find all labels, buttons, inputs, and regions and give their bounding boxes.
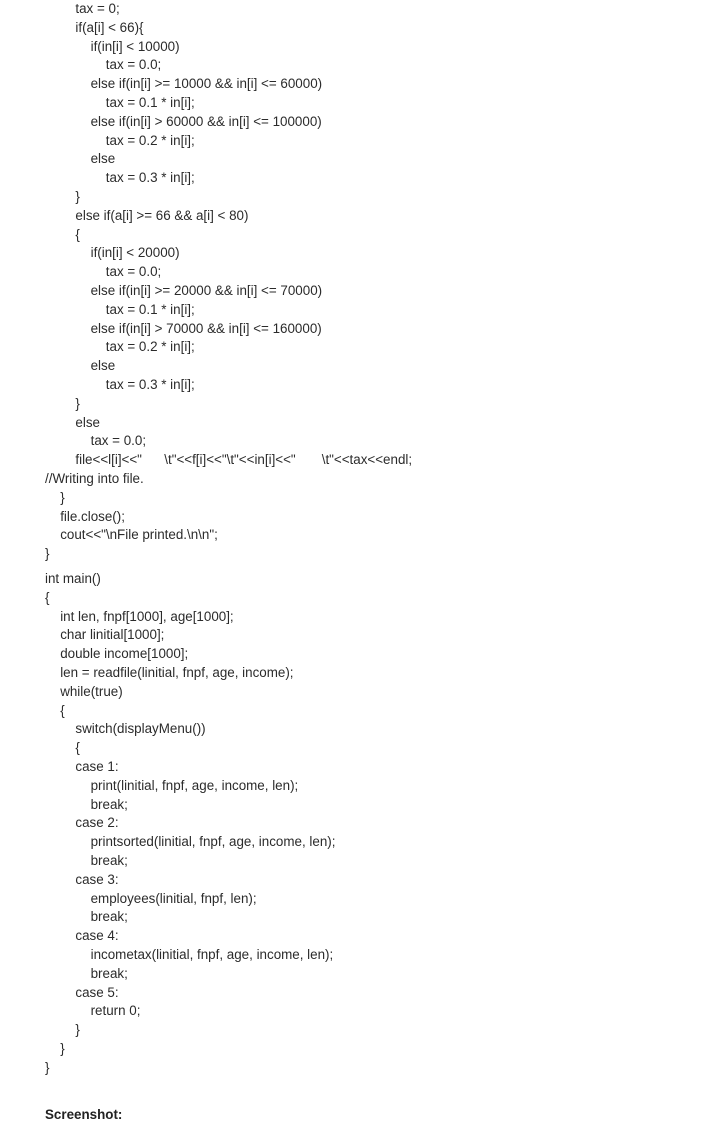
code-line: case 5: [75,984,119,1000]
code-line: { [75,226,80,242]
code-line: if(a[i] < 66){ [75,19,144,35]
code-line: tax = 0.3 * in[i]; [105,170,195,186]
code-line: } [60,489,65,505]
code-line: tax = 0; [75,1,120,16]
code-line: case 2: [75,815,119,831]
code-line: case 3: [75,871,119,887]
code-line: } [45,1059,50,1075]
code-line: { [75,740,80,756]
code-line: int main() [45,571,101,586]
code-line: file.close(); [60,508,125,524]
code-line: } [75,189,80,204]
code-line: if(in[i] < 20000) [90,245,180,261]
code-line: print(linitial, fnpf, age, income, len); [90,777,299,793]
code-line: len = readfile(linitial, fnpf, age, income); [60,665,294,680]
code-line: //Writing into file. [45,471,144,486]
code-line: else if(in[i] > 60000 && in[i] <= 100000) [90,113,322,129]
code-line: tax = 0.1 * in[i]; [105,301,195,317]
code-line: incometax(linitial, fnpf, age, income, len); [90,947,334,962]
code-line: } [45,546,50,562]
code-line: } [60,1041,65,1056]
code-line: { [60,702,65,718]
code-line: } [75,1022,80,1038]
code-line: break; [90,853,128,868]
code-line: int len, fnpf[1000], age[1000]; [60,608,234,624]
code-line: file<<l[i]<<" \t"<<f[i]<<"\t"<<in[i]<<" \t"<<tax<<endl; [75,452,413,468]
code-line: else if(in[i] >= 10000 && in[i] <= 60000) [90,76,323,92]
code-line: tax = 0.0; [90,433,147,449]
code-line: while(true) [60,683,123,699]
code-line: cout<<"\nFile printed.\n\n"; [60,527,218,543]
code-line: tax = 0.2 * in[i]; [105,339,195,355]
code-line: else if(in[i] > 70000 && in[i] <= 160000) [90,320,322,336]
code-line: if(in[i] < 10000) [90,38,180,54]
code-line: tax = 0.1 * in[i]; [105,95,195,110]
code-line: break; [90,965,128,981]
code-line: case 4: [75,928,119,944]
code-line: break; [90,909,128,925]
code-line: else if(a[i] >= 66 && a[i] < 80) [75,207,249,223]
code-line: tax = 0.3 * in[i]; [105,377,195,392]
code-line: else [75,414,100,430]
code-line: double income[1000]; [60,646,189,662]
code-line: } [75,395,80,411]
code-line: case 1: [75,759,119,774]
code-line: tax = 0.0; [105,264,162,280]
code-line: tax = 0.0; [105,57,162,73]
code-line: printsorted(linitial, fnpf, age, income, len); [90,834,336,850]
code-line: switch(displayMenu()) [75,721,206,737]
code-line: employees(linitial, fnpf, len); [90,890,257,906]
code-line: else [90,151,116,167]
code-line: else if(in[i] >= 20000 && in[i] <= 70000) [90,283,323,298]
code-line: { [45,589,50,605]
section-heading: Screenshot: [45,1107,123,1122]
code-line: break; [90,796,128,812]
code-line: tax = 0.2 * in[i]; [105,132,195,148]
code-line: char linitial[1000]; [60,627,165,643]
code-line: else [90,358,116,374]
code-line: return 0; [90,1003,141,1019]
